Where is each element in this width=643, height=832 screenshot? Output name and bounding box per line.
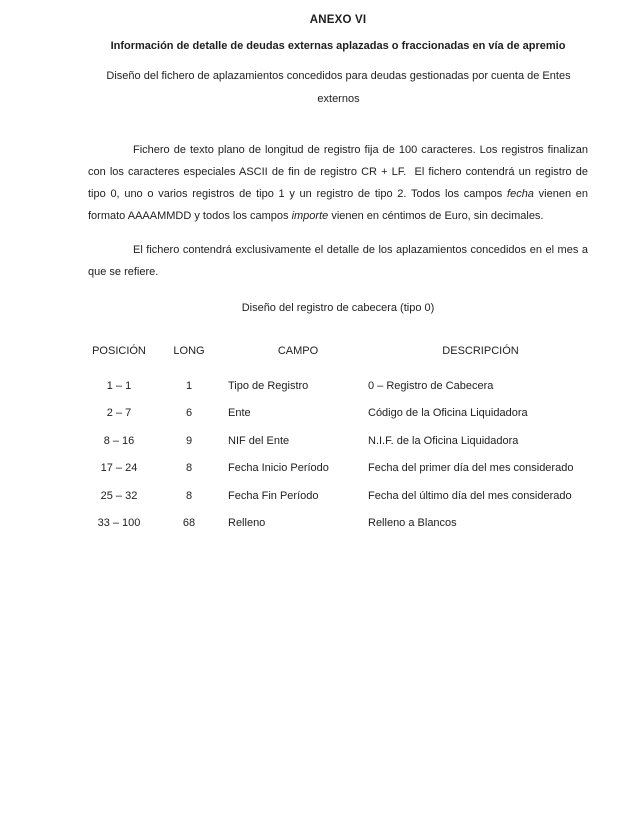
cell-descripcion: Relleno a Blancos — [368, 517, 457, 530]
table-row — [88, 400, 593, 428]
table-row — [88, 427, 593, 455]
cell-campo: Fecha Fin Período — [228, 489, 319, 502]
column-header-posicion: POSICIÓN — [92, 345, 146, 357]
italic-term-fecha: fecha — [507, 188, 534, 200]
document-content — [88, 14, 592, 537]
cell-long: 1 — [185, 379, 193, 392]
cell-long: 68 — [182, 517, 196, 530]
cell-posicion: 2 – 7 — [106, 407, 132, 420]
cell-descripcion: Código de la Oficina Liquidadora — [368, 407, 528, 420]
page-title: ANEXO VI — [309, 14, 367, 26]
column-header-campo: CAMPO — [277, 345, 319, 357]
table-row — [88, 510, 593, 538]
paragraph-text: Fichero de texto plano de longitud de registro fija de 100 caracteres. Los registros finalizan con los caracteres especiales ASCII de fin de registro CR + LF. El fichero contendrá un registro de tipo 0, uno o varios registros de tipo 1 y un registro de tipo 2. Todos los campos — [88, 144, 592, 200]
cell-long: 6 — [185, 407, 193, 420]
document-subtitle: Información de detalle de deudas externas aplazadas o fraccionadas en vía de apremio — [110, 40, 566, 52]
paragraph-file-description — [88, 139, 592, 227]
table-header-row — [88, 345, 593, 372]
table-row — [88, 482, 593, 510]
cell-descripcion: 0 – Registro de Cabecera — [368, 379, 494, 392]
cell-campo: Relleno — [228, 517, 266, 530]
cell-posicion: 17 – 24 — [100, 462, 138, 475]
column-header-descripcion: DESCRIPCIÓN — [442, 345, 519, 357]
cell-descripcion: N.I.F. de la Oficina Liquidadora — [368, 434, 519, 447]
cell-posicion: 25 – 32 — [100, 489, 138, 502]
cell-long: 9 — [185, 434, 193, 447]
cell-descripcion: Fecha del último día del mes considerado — [368, 489, 572, 502]
cell-descripcion: Fecha del primer día del mes considerado — [368, 462, 574, 475]
cell-campo: Ente — [228, 407, 251, 420]
cell-campo: Fecha Inicio Período — [228, 462, 329, 475]
cell-posicion: 1 – 1 — [106, 379, 132, 392]
cell-long: 8 — [185, 489, 193, 502]
cell-campo: Tipo de Registro — [228, 379, 309, 392]
table-row — [88, 372, 593, 400]
column-header-long: LONG — [173, 345, 205, 357]
table-row — [88, 455, 593, 483]
record-header-section-heading: Diseño del registro de cabecera (tipo 0) — [241, 302, 435, 314]
paragraph-text: vienen en formato AAAAMMDD y todos los campos — [88, 188, 592, 222]
cell-posicion: 33 – 100 — [97, 517, 141, 530]
paragraph-text: vienen en céntimos de Euro, sin decimales. — [328, 210, 544, 222]
paragraph-file-scope: El fichero contendrá exclusivamente el detalle de los aplazamientos concedidos en el mes a que se refiere. — [88, 244, 592, 278]
cell-campo: NIF del Ente — [228, 434, 290, 447]
cell-long: 8 — [185, 462, 193, 475]
cell-posicion: 8 – 16 — [103, 434, 135, 447]
italic-term-importe: importe — [291, 210, 329, 222]
file-design-heading: Diseño del fichero de aplazamientos concedidos para deudas gestionadas por cuenta de Entes externos — [106, 70, 571, 105]
fields-table — [88, 345, 593, 537]
